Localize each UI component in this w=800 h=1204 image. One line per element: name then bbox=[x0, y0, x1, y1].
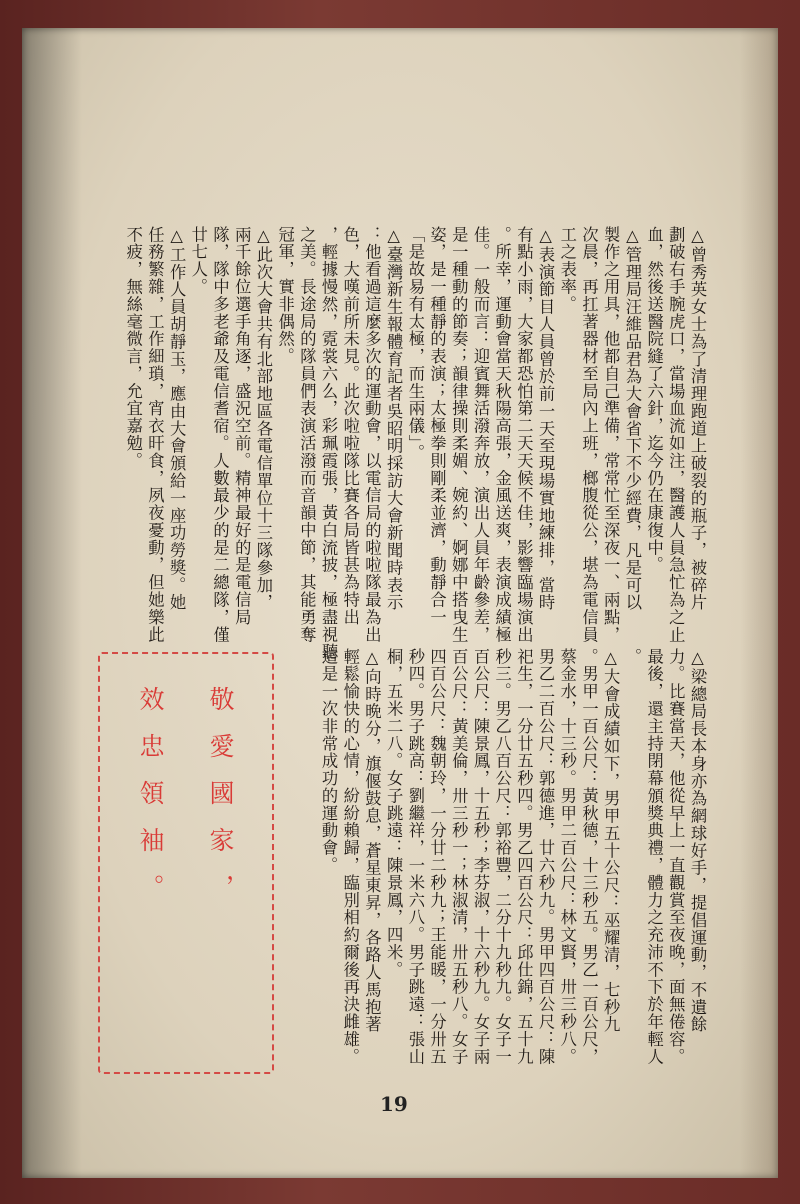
page-gutter-shadow bbox=[22, 28, 82, 1178]
page-number: 19 bbox=[380, 1092, 408, 1116]
slogan-box bbox=[98, 652, 274, 1074]
page-edge-shadow bbox=[740, 28, 778, 1178]
article-lower-text: △梁總局長本身亦為網球好手，提倡運動，不遺餘 力。比賽當天，他從早上一直觀賞至夜晚，面無倦容。 最後，還主持閉幕頒獎典禮，體力之充沛不下於年輕人 。 △大會成績如下，男甲五十公尺：巫耀清，七秒九 。男甲一百公尺：黃秋德，十三秒五。男乙一百公尺， 蔡金水，十三秒。男甲二百公尺：林文賢，卅三秒八。 男乙二百公尺：郭德進，廿六秒九。男甲四百公尺：陳 祀生，一分廿五秒四。男乙四百公尺：邱仕錦，五十九 秒三。男乙八百公尺：郭裕豐，二分十九秒九。女子一 百公尺：陳景鳳，十五秒；李芬淑，十六秒九。女子兩 百公尺：黃美倫，卅三秒一；林淑清，卅五秒八。女子 四百公尺：魏朝玲，一分廿二秒九；王能暖，一分卅五 秒四。男子跳高：劉繼祥，一米六八。男子跳遠：張山 桐，五米二八。女子跳遠：陳景鳳，四米。 △向時晩分，旗偃鼓息，蒼星東昇，各路人馬抱著 輕鬆愉快的心情，紛紛賴歸，臨別相約爾後再決雌雄。 這是一次非常成功的運動會。 bbox=[319, 648, 707, 1066]
article-upper-text: △曾秀英女士為了清理跑道上破裂的瓶子，被碎片 劃破右手腕虎口，當場血流如注，醫護人員急忙為之止 血，然後送醫院縫了六針，迄今仍在康復中。 △管理局汪維品君為大會省下不少經費，凡是可以 製作之用具，他都自己準備，常常忙至深夜一、兩點， 次晨，再扛著器材至局內上班，榔腹從公，堪為電信員 工之表率。 △表演節目人員曾於前一天至現場實地練排，當時 有點小雨，大家都恐怕第二天天候不佳，影響臨場演出 。所幸，運動會當天秋陽高張，金風送爽，表演成績極 佳。一般而言：迎賓舞活潑奔放，演出人員年齡參差， 是一種動的節奏；韻律操則柔媚、婉約、婀娜中搭曳生 姿，是一種靜的表演；太極拳則剛柔並濟，動靜合一 「是故易有太極，而生兩儀」。 △臺灣新生報體育記者吳昭明採訪大會新聞時表示 ：他看過這麼多次的運動會，以電信局的啦啦隊最為出 色，大嘆前所未見。此次啦啦隊比賽各局皆甚為特出 ，輕據慢然，霓裳六么，彩珮霞張，黃白流披，極盡視聽 之美。長途局的隊員們表演活潑而音韻中節，其能勇奪 冠軍，實非偶然。 △此次大會共有北部地區各電信單位十三隊參加， 兩千餘位選手角逐，盛況空前。精神最好的是電信局 隊，隊中多老爺及電信耆宿。人數最少的是二總隊，僅 廿七人。 △工作人員胡靜玉，應由大會頒給一座功勞獎。她 任務繁雜，工作細瑣，宵衣旰食，夙夜憂動，但她樂此 不疲，無絲毫微言，允宜嘉勉。 bbox=[123, 226, 707, 661]
slogan-right-column: 敬愛國家， bbox=[206, 686, 235, 921]
slogan-left-column: 效忠領袖。 bbox=[136, 686, 165, 921]
